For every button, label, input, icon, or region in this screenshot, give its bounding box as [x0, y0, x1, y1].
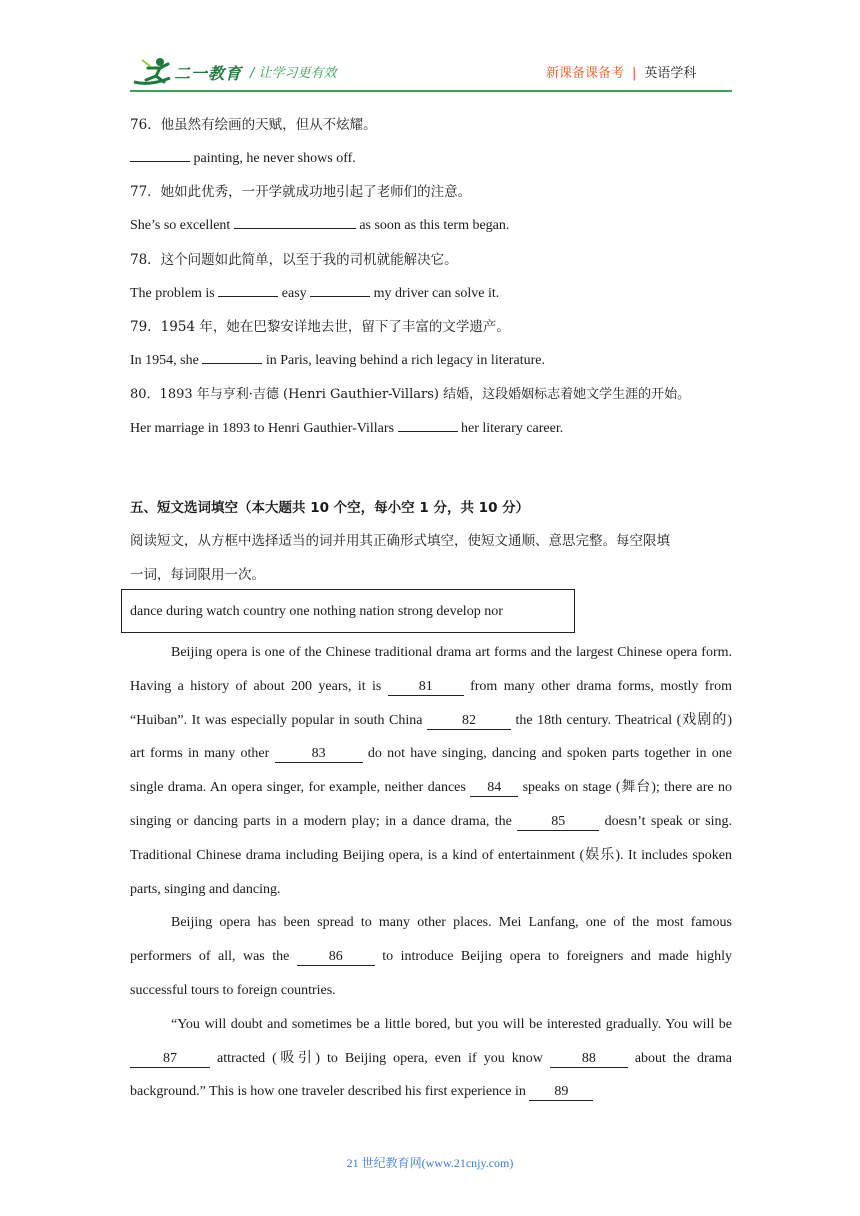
q79-chinese: 79．1954 年，她在巴黎安详地去世，留下了丰富的文学遗产。 — [130, 319, 510, 335]
word-box-words: dance during watch country one nothing nation strong develop nor — [130, 604, 503, 619]
answer-blank[interactable] — [130, 147, 190, 162]
answer-blank[interactable] — [234, 214, 356, 229]
header-divider — [130, 90, 732, 92]
page-header — [0, 0, 860, 100]
q77-english — [130, 214, 509, 234]
passage-text: about the drama background.” This is how one traveler described his first experience in — [130, 1050, 732, 1100]
section-title: 五、短文选词填空（本大题共 10 个空，每小空 1 分，共 10 分） — [130, 500, 530, 516]
header-tag-prep: 新课备课备考 — [546, 66, 625, 81]
q79-text-a: In 1954, she — [130, 353, 203, 368]
passage-text: “You will doubt and sometimes be a little bored, but you will be interested gradually. You will be — [171, 1016, 732, 1032]
header-slogan: / 让学习更有效 — [250, 66, 337, 81]
q79-text-b: in Paris, leaving behind a rich legacy in literature. — [265, 353, 545, 368]
blank-89[interactable]: 89 — [529, 1084, 593, 1101]
reading-passage — [130, 636, 732, 1109]
section-instruction-cont: 一词，每词限用一次。 — [130, 567, 265, 583]
answer-blank[interactable] — [310, 282, 370, 297]
passage-text: speaks on stage (舞台); there are no singing or dancing parts in a modern play; in a dance drama, the — [130, 780, 732, 829]
blank-84[interactable]: 84 — [470, 780, 518, 797]
header-subject: 英语学科 — [644, 66, 697, 81]
q78-english — [130, 282, 499, 302]
logo-text: 二一教育 — [174, 64, 243, 83]
passage-text: do not have singing, dancing and spoken parts together in one single drama. An opera singer, for example, neither dances — [130, 746, 732, 796]
blank-83[interactable]: 83 — [275, 746, 363, 763]
q76-chinese: 76．他虽然有绘画的天赋，但从不炫耀。 — [130, 117, 377, 133]
passage-text: Beijing opera is one of the Chinese traditional drama art forms and the largest Chinese opera form. Having a history of about 200 years, it is — [130, 645, 732, 694]
passage-text: from many other drama forms, mostly from “Huiban”. It was especially popular in south China — [130, 678, 732, 728]
blank-82[interactable]: 82 — [427, 713, 511, 730]
blank-85[interactable]: 85 — [517, 814, 599, 831]
q77-chinese: 77．她如此优秀，一开学就成功地引起了老师们的注意。 — [130, 184, 472, 200]
section-instruction: 阅读短文，从方框中选择适当的词并用其正确形式填空，使短文通顺、意思完整。每空限填 — [130, 533, 670, 549]
blank-81[interactable]: 81 — [388, 679, 464, 696]
q79-english — [130, 349, 545, 369]
passage-text: the 18th century. Theatrical (戏剧的) art forms in many other — [130, 712, 733, 762]
answer-blank[interactable] — [202, 349, 262, 364]
q78-text-c: my driver can solve it. — [373, 286, 500, 301]
q80-text-a: Her marriage in 1893 to Henri Gauthier-Villars — [130, 421, 398, 436]
q77-text-b: as soon as this term began. — [359, 218, 510, 233]
q78-chinese: 78．这个问题如此简单，以至于我的司机就能解决它。 — [130, 252, 458, 268]
q76-english — [130, 147, 356, 167]
blank-86[interactable]: 86 — [297, 949, 375, 966]
passage-text: to introduce Beijing opera to foreigners and made highly successful tours to foreign countries. — [130, 949, 732, 998]
blank-87[interactable]: 87 — [130, 1051, 210, 1068]
passage-text: doesn’t speak or sing. Traditional Chinese drama including Beijing opera, is a kind of entertainment (娱乐). It includes spoken parts, singing and dancing. — [130, 813, 732, 897]
answer-blank[interactable] — [398, 417, 458, 432]
blank-88[interactable]: 88 — [550, 1051, 628, 1068]
passage-text: attracted (吸引) to Beijing opera, even if you know — [210, 1050, 550, 1066]
passage-text: Beijing opera has been spread to many other places. Mei Lanfang, one of the most famous performers of all, was the — [130, 915, 732, 965]
q80-text-b: her literary career. — [461, 421, 564, 436]
q78-text-a: The problem is — [130, 286, 219, 301]
answer-blank[interactable] — [218, 282, 278, 297]
header-separator: | — [632, 66, 637, 81]
page-footer: 21 世纪教育网(www.21cnjy.com) — [346, 1156, 514, 1170]
passage-paragraph-3 — [130, 1008, 732, 1109]
q76-text: painting, he never shows off. — [190, 151, 356, 166]
q77-text-a: She’s so excellent — [130, 218, 234, 233]
word-box — [121, 589, 575, 633]
passage-paragraph-1 — [130, 636, 732, 906]
header-right — [546, 62, 696, 81]
passage-paragraph-2 — [130, 906, 732, 1007]
q78-text-b: easy — [281, 286, 311, 301]
q80-chinese: 80．1893 年与亨利·吉德 (Henri Gauthier-Villars) 结婚，这段婚姻标志着她文学生涯的开始。 — [130, 387, 691, 402]
q80-english — [130, 417, 563, 437]
